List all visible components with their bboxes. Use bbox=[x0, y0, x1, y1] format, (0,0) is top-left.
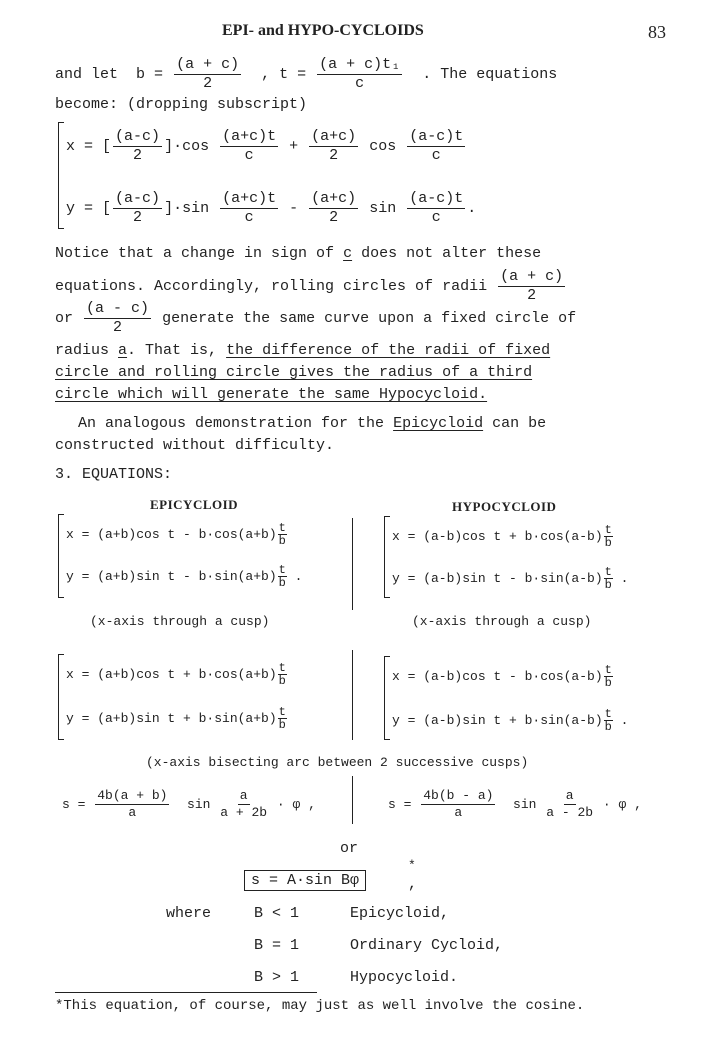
left-bracket: [ bbox=[102, 137, 112, 155]
period: . bbox=[467, 199, 477, 217]
frac-num: 4b(a + b) bbox=[97, 787, 168, 803]
phi-tail: · φ , bbox=[276, 796, 316, 812]
notice-text: . That is, bbox=[127, 342, 218, 359]
intro-and-let: and let bbox=[55, 65, 119, 83]
b-denominator: 2 bbox=[203, 74, 213, 92]
period: . bbox=[620, 570, 629, 586]
hypo-x2-equation bbox=[392, 658, 613, 694]
sfrac-num: t bbox=[604, 522, 612, 537]
frac-den: 2 bbox=[133, 208, 143, 226]
analog-line-2: constructed without difficulty. bbox=[55, 437, 335, 454]
sfrac-den: b bbox=[604, 577, 612, 592]
condition-name-cycloid: Ordinary Cycloid, bbox=[350, 937, 504, 954]
system-brace bbox=[58, 122, 64, 229]
sfrac-den: b bbox=[604, 675, 612, 690]
radius-fraction-minus bbox=[84, 301, 151, 336]
frac-num: (a+c) bbox=[311, 189, 357, 207]
t-over-b bbox=[278, 706, 287, 731]
sfrac-den: b bbox=[604, 535, 612, 550]
right-bracket-cos: ]·cos bbox=[164, 137, 210, 155]
s-lhs: s = bbox=[62, 796, 86, 812]
frac-num: (a+c) bbox=[311, 127, 357, 145]
hypo-y2-equation bbox=[392, 702, 628, 738]
sin-label: sin bbox=[187, 796, 211, 812]
period: . bbox=[620, 712, 629, 728]
condition-name-epicycloid: Epicycloid, bbox=[350, 905, 450, 922]
notice-or: or bbox=[55, 309, 74, 327]
plus-sign: + bbox=[289, 137, 299, 155]
equation-text: y = (a+b)sin t + b·sin(a+b) bbox=[66, 710, 277, 726]
frac-num: (a - c) bbox=[86, 299, 150, 317]
sin-arg-fraction bbox=[220, 789, 267, 819]
sfrac-den: b bbox=[278, 533, 286, 548]
equation-text: x = (a+b)cos t - b·cos(a+b) bbox=[66, 526, 277, 542]
phi-tail: · φ , bbox=[602, 796, 642, 812]
column-divider bbox=[352, 776, 353, 824]
epi-arc-length-formula bbox=[62, 782, 316, 826]
sfrac-num: t bbox=[278, 704, 286, 719]
sfrac-num: t bbox=[278, 520, 286, 535]
analog-epicycloid-underlined: Epicycloid bbox=[393, 415, 484, 432]
frac-a-plus-c bbox=[309, 129, 358, 164]
t-over-b bbox=[278, 662, 287, 687]
frac-num: 4b(b - a) bbox=[423, 787, 494, 803]
sfrac-den: b bbox=[278, 575, 286, 590]
equation-text: y = (a-b)sin t - b·sin(a-b) bbox=[392, 570, 603, 586]
frac-den: a bbox=[454, 804, 463, 820]
general-formula-box: s = A·sin Bφ bbox=[244, 870, 366, 891]
frac-num: (a+c)t bbox=[222, 189, 277, 207]
equation-text: y = (a-b)sin t + b·sin(a-b) bbox=[392, 712, 603, 728]
footnote-star: * bbox=[408, 858, 416, 873]
intro-line-2: become: (dropping subscript) bbox=[55, 96, 308, 113]
b-numerator: (a + c) bbox=[176, 55, 240, 73]
analog-line-1 bbox=[78, 415, 546, 432]
epi-x2-equation bbox=[66, 656, 287, 692]
condition-b-less: B < 1 bbox=[254, 905, 300, 922]
epicycloid-brace-1 bbox=[58, 514, 64, 598]
hypo-y1-equation bbox=[392, 560, 628, 596]
period: . bbox=[294, 568, 303, 584]
footnote-rule bbox=[55, 992, 317, 993]
frac-den: 2 bbox=[329, 146, 339, 164]
epi-caption-cusp: (x-axis through a cusp) bbox=[90, 614, 270, 629]
sfrac-num: t bbox=[604, 706, 612, 721]
hypo-caption-cusp: (x-axis through a cusp) bbox=[412, 614, 592, 629]
frac-den: a + 2b bbox=[220, 804, 268, 820]
column-divider bbox=[352, 650, 353, 740]
sfrac-num: t bbox=[604, 564, 612, 579]
system-y-equation bbox=[66, 186, 476, 230]
t-numerator: (a + c)t₁ bbox=[319, 55, 401, 73]
frac-amct bbox=[407, 129, 465, 164]
notice-underlined-statement: the difference of the radii of fixed bbox=[226, 342, 551, 359]
analog-text: An analogous demonstration for the bbox=[78, 415, 385, 432]
sin-label: sin bbox=[369, 199, 397, 217]
frac-num: a bbox=[239, 787, 248, 803]
frac-den: 2 bbox=[133, 146, 143, 164]
intro-tail: . The equations bbox=[422, 65, 558, 83]
frac-apct bbox=[220, 129, 278, 164]
notice-line-1 bbox=[55, 245, 541, 262]
notice-text: generate the same curve upon a fixed circle of bbox=[162, 309, 577, 327]
frac-num: (a-c)t bbox=[409, 189, 464, 207]
minus-sign: - bbox=[289, 199, 299, 217]
frac-den: c bbox=[431, 146, 441, 164]
condition-b-greater: B > 1 bbox=[254, 969, 300, 986]
section-heading: 3. EQUATIONS: bbox=[55, 466, 173, 483]
notice-line-4 bbox=[55, 342, 550, 359]
notice-text: radius bbox=[55, 342, 110, 359]
notice-c-underlined: c bbox=[343, 245, 353, 262]
notice-text: Notice that a change in sign of bbox=[55, 245, 335, 262]
coef-fraction bbox=[95, 789, 169, 819]
frac-num: (a-c) bbox=[115, 189, 161, 207]
t-over-b bbox=[278, 564, 287, 589]
notice-text: does not alter these bbox=[361, 245, 542, 262]
notice-line-6: circle which will generate the same Hypocycloid. bbox=[55, 386, 488, 403]
frac-amct bbox=[407, 191, 465, 226]
equation-text: x = (a-b)cos t - b·cos(a-b) bbox=[392, 668, 603, 684]
coef-fraction bbox=[421, 789, 495, 819]
epi-x1-equation bbox=[66, 516, 287, 552]
system-x-equation bbox=[66, 124, 467, 168]
x-lhs: x = bbox=[66, 137, 94, 155]
hypocycloid-brace-2 bbox=[384, 656, 390, 740]
frac-den: 2 bbox=[329, 208, 339, 226]
s-lhs: s = bbox=[388, 796, 412, 812]
hypo-arc-length-formula bbox=[388, 782, 642, 826]
equation-text: x = (a-b)cos t + b·cos(a-b) bbox=[392, 528, 603, 544]
sfrac-den: b bbox=[604, 719, 612, 734]
t-over-b bbox=[604, 524, 613, 549]
sfrac-den: b bbox=[278, 717, 286, 732]
footnote-text: *This equation, of course, may just as well involve the cosine. bbox=[55, 998, 585, 1014]
b-fraction bbox=[174, 57, 241, 92]
t-over-b bbox=[604, 664, 613, 689]
analog-text: can be bbox=[492, 415, 547, 432]
frac-apct bbox=[220, 191, 278, 226]
caption-bisecting-arc: (x-axis bisecting arc between 2 successive cusps) bbox=[146, 755, 529, 770]
t-over-b bbox=[604, 566, 613, 591]
sfrac-num: t bbox=[278, 562, 286, 577]
frac-num: (a+c)t bbox=[222, 127, 277, 145]
notice-a-underlined: a bbox=[118, 342, 128, 359]
notice-text: equations. Accordingly, rolling circles of radii bbox=[55, 277, 488, 295]
right-bracket-sin: ]·sin bbox=[164, 199, 210, 217]
frac-a-plus-c bbox=[309, 191, 358, 226]
frac-a-minus-c bbox=[113, 191, 162, 226]
hypo-x1-equation bbox=[392, 518, 613, 554]
frac-num: a bbox=[565, 787, 574, 803]
notice-line-3 bbox=[55, 296, 576, 340]
intro-definition-line bbox=[55, 52, 557, 96]
frac-num: (a-c)t bbox=[409, 127, 464, 145]
equation-text: y = (a+b)sin t - b·sin(a+b) bbox=[66, 568, 277, 584]
sfrac-den: b bbox=[278, 673, 286, 688]
intro-comma: , bbox=[261, 65, 271, 83]
condition-name-hypocycloid: Hypocycloid. bbox=[350, 969, 459, 986]
epi-y1-equation bbox=[66, 558, 302, 594]
frac-den: c bbox=[244, 208, 254, 226]
y-lhs: y = bbox=[66, 199, 94, 217]
frac-den: 2 bbox=[527, 286, 537, 304]
epicycloid-brace-2 bbox=[58, 654, 64, 740]
left-bracket: [ bbox=[102, 199, 112, 217]
t-fraction bbox=[317, 57, 402, 92]
sin-arg-fraction bbox=[546, 789, 593, 819]
epicycloid-title: EPICYCLOID bbox=[150, 497, 239, 512]
where-label: where bbox=[166, 905, 212, 922]
frac-num: (a + c) bbox=[500, 267, 564, 285]
frac-den: c bbox=[431, 208, 441, 226]
condition-b-equal: B = 1 bbox=[254, 937, 300, 954]
notice-line-5: circle and rolling circle gives the radius of a third bbox=[55, 364, 533, 381]
sfrac-num: t bbox=[604, 662, 612, 677]
frac-num: (a-c) bbox=[115, 127, 161, 145]
frac-den: c bbox=[244, 146, 254, 164]
cos-label: cos bbox=[369, 137, 397, 155]
hypocycloid-brace-1 bbox=[384, 516, 390, 598]
formula-comma: , bbox=[408, 876, 418, 893]
page-number: 83 bbox=[648, 22, 666, 42]
page-header-title: EPI- and HYPO-CYCLOIDS bbox=[222, 22, 424, 39]
epi-y2-equation bbox=[66, 700, 287, 736]
hypocycloid-title: HYPOCYCLOID bbox=[452, 499, 557, 514]
t-denominator: c bbox=[355, 74, 365, 92]
frac-a-minus-c bbox=[113, 129, 162, 164]
or-connector: or bbox=[340, 840, 359, 857]
frac-den: a bbox=[128, 804, 137, 820]
frac-den: a - 2b bbox=[546, 804, 594, 820]
column-divider bbox=[352, 518, 353, 610]
equation-text: x = (a+b)cos t + b·cos(a+b) bbox=[66, 666, 277, 682]
t-over-b bbox=[604, 708, 613, 733]
frac-den: 2 bbox=[113, 318, 123, 336]
sin-label: sin bbox=[513, 796, 537, 812]
t-over-b bbox=[278, 522, 287, 547]
intro-t-equals: t = bbox=[279, 65, 307, 83]
sfrac-num: t bbox=[278, 660, 286, 675]
intro-b-equals: b = bbox=[136, 65, 164, 83]
